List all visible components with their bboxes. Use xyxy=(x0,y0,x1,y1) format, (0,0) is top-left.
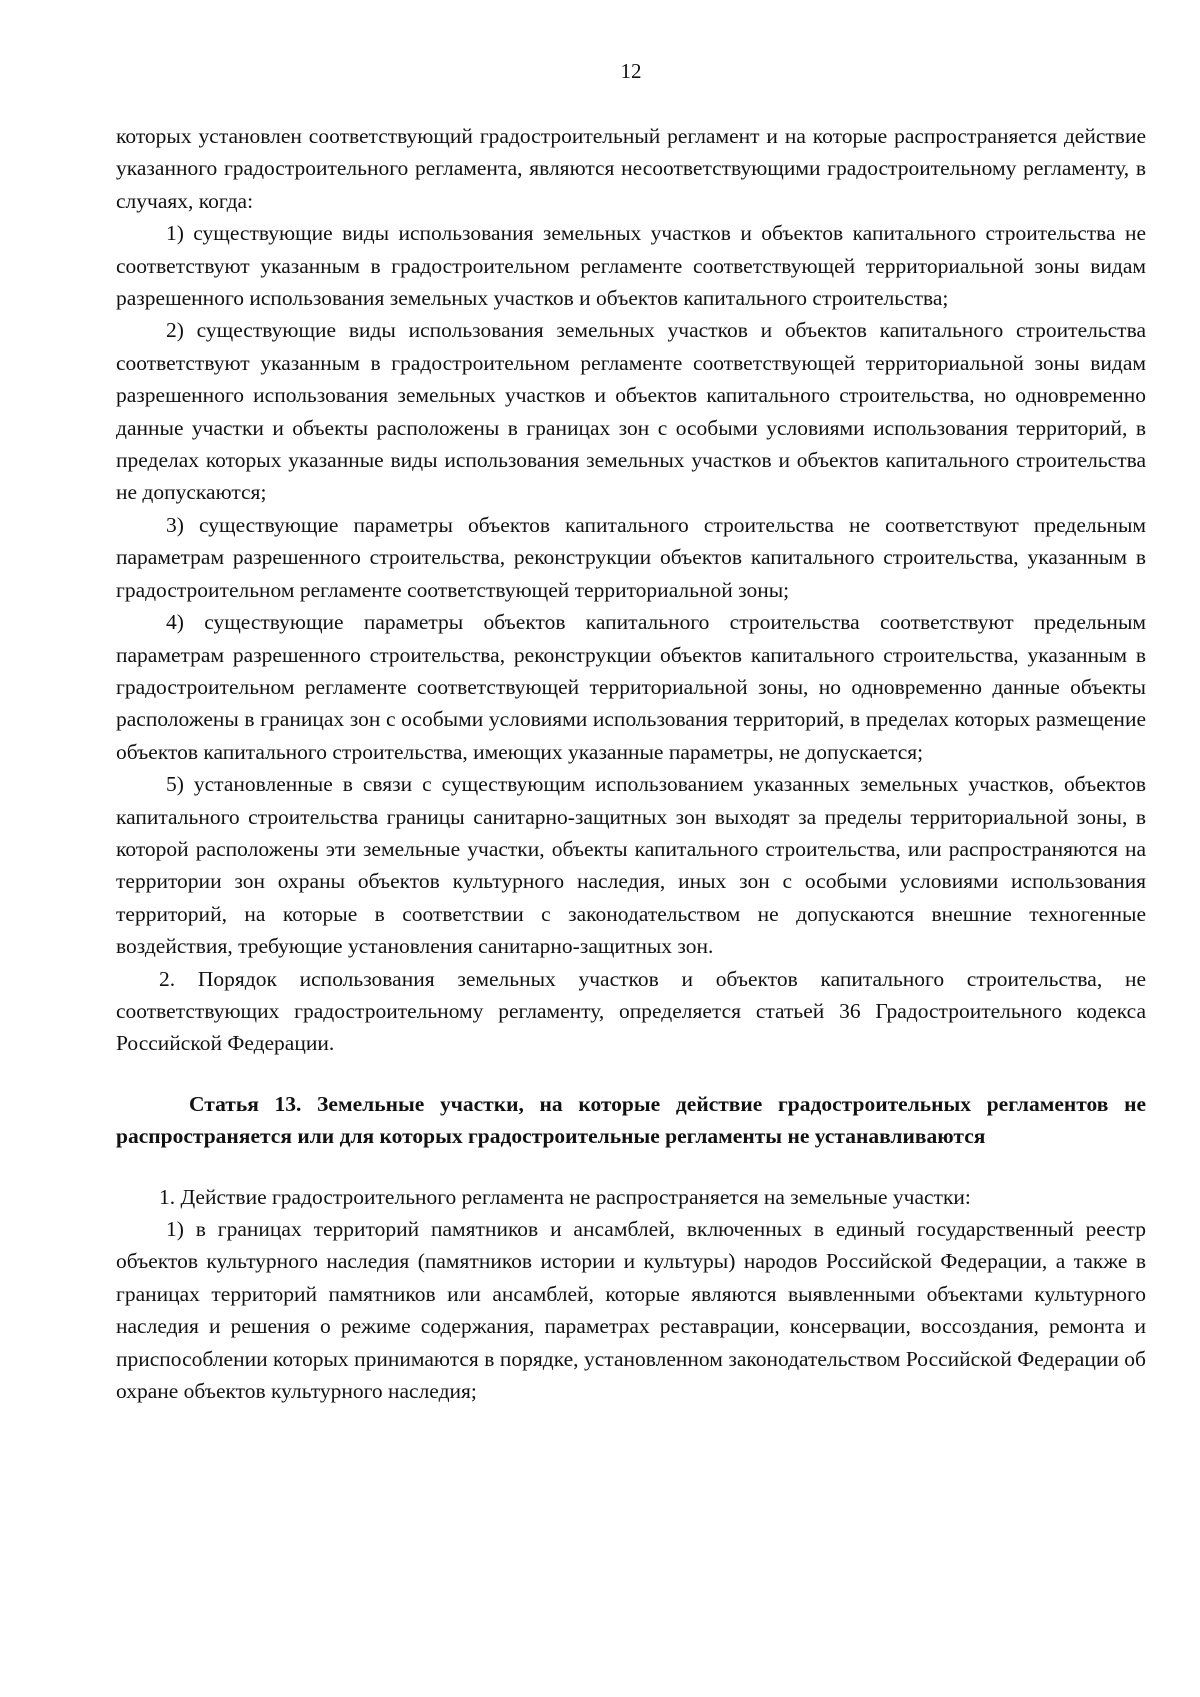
article-heading: Статья 13. Земельные участки, на которые действие градостроительных регламентов не распространяется или для которых градостроительные регламенты не устанавливаются xyxy=(116,1091,1146,1149)
list-item-3: 3) существующие параметры объектов капитального строительства не соответствуют предельным параметрам разрешенного строительства, реконструкции объектов капитального строительства, указанным в градостроительном регламенте соответствующей территориальной зоны; xyxy=(116,512,1146,602)
list-item-5: 5) установленные в связи с существующим использованием указанных земельных участков, объектов капитального строительства границы санитарно-защитных зон выходят за пределы территориальной зоны, в которой расположены эти земельные участки, объекты капитального строительства, или распространяются на территории зон охраны объектов культурного наследия, иных зон с особыми условиями использования территорий, на которые в соответствии с законодательством не допускаются внешние техногенные воздействия, требующие установления санитарно-защитных зон. xyxy=(116,772,1146,959)
paragraph-continuation: которых установлен соответствующий градостроительный регламент и на которые распространяется действие указанного градостроительного регламента, являются несоответствующими градостроительному регламенту, в случаях, когда: xyxy=(116,124,1146,213)
list-item-1: 1) существующие виды использования земельных участков и объектов капитального строительства не соответствуют указанным в градостроительном регламенте соответствующей территориальной зоны видам разрешенного использования земельных участков и объектов капитального строительства; xyxy=(116,221,1146,311)
page-number: 12 xyxy=(620,59,642,83)
list-item-article-13-1: 1) в границах территорий памятников и ансамблей, включенных в единый государственный реестр объектов культурного наследия (памятников истории и культуры) народов Российской Федерации, а также в границах территорий памятников или ансамблей, которые являются выявленными объектами культурного наследия и решения о режиме содержания, параметрах реставрации, консервации, воссоздания, ремонта и приспособлении которых принимаются в порядке, установленном законодательством Российской Федерации об охране объектов культурного наследия; xyxy=(116,1217,1146,1404)
list-item-2: 2) существующие виды использования земельных участков и объектов капитального строительства соответствуют указанным в градостроительном регламенте соответствующей территориальной зоны видам разрешенного использования земельных участков и объектов капитального строительства, но одновременно данные участки и объекты расположены в границах зон с особыми условиями использования территорий, в пределах которых указанные виды использования земельных участков и объектов капитального строительства не допускаются; xyxy=(116,318,1146,505)
paragraph-article-13-1: 1. Действие градостроительного регламента не распространяется на земельные участки: xyxy=(159,1184,971,1209)
list-item-4: 4) существующие параметры объектов капитального строительства соответствуют предельным параметрам разрешенного строительства, реконструкции объектов капитального строительства, указанным в градостроительном регламенте соответствующей территориальной зоны, но одновременно данные объекты расположены в границах зон с особыми условиями использования территорий, в пределах которых размещение объектов капитального строительства, имеющих указанные параметры, не допускается; xyxy=(116,610,1146,764)
document-body xyxy=(116,120,1146,1407)
paragraph-2: 2. Порядок использования земельных участков и объектов капитального строительства, не соответствующих градостроительному регламенту, определяется статьей 36 Градостроительного кодекса Российской Федерации. xyxy=(116,966,1146,1056)
